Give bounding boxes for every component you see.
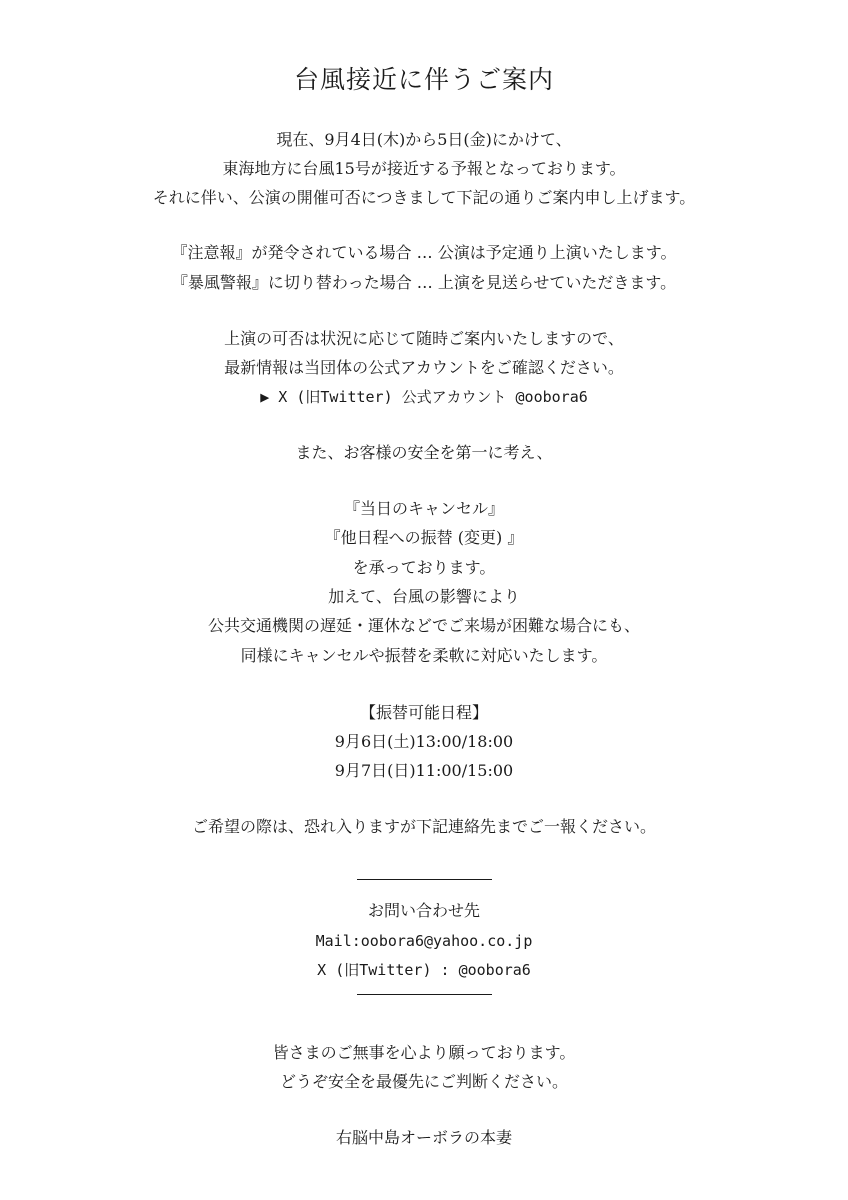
- condition-advisory: 『注意報』が発令されている場合 … 公演は予定通り上演いたします。: [171, 243, 677, 262]
- divider-bottom: [357, 994, 492, 995]
- accept-line-4: 加えて、台風の影響により: [328, 587, 520, 606]
- safety-lead: また、お客様の安全を第一に考え、: [295, 443, 553, 462]
- signature: 右脳中島オーボラの本妻: [335, 1128, 512, 1147]
- schedule-date-1: 9月6日(土)13:00/18:00: [334, 732, 514, 751]
- accept-line-6: 同様にキャンセルや振替を柔軟に対応いたします。: [240, 646, 608, 665]
- closing-line-2: どうぞ安全を最優先にご判断ください。: [279, 1072, 568, 1091]
- intro-line-3: それに伴い、公演の開催可否につきまして下記の通りご案内申し上げます。: [152, 188, 696, 207]
- update-line-2: 最新情報は当団体の公式アカウントをご確認ください。: [224, 358, 624, 377]
- intro-line-1: 現在、9月4日(木)から5日(金)にかけて、: [276, 130, 572, 149]
- divider-top: [357, 879, 492, 880]
- schedule-date-2: 9月7日(日)11:00/15:00: [334, 761, 514, 780]
- contact-x: X (旧Twitter) : @oobora6: [317, 961, 531, 979]
- schedule-heading: 【振替可能日程】: [359, 703, 488, 722]
- accept-line-5: 公共交通機関の遅延・運休などでご来場が困難な場合にも、: [207, 616, 640, 635]
- official-account-line: ▶ X (旧Twitter) 公式アカウント @oobora6: [260, 388, 588, 406]
- condition-storm-warning: 『暴風警報』に切り替わった場合 … 上演を見送らせていただきます。: [171, 273, 677, 292]
- accept-transfer: 『他日程への振替 (変更) 』: [324, 528, 524, 547]
- accept-line-3: を承っております。: [352, 558, 496, 577]
- intro-line-2: 東海地方に台風15号が接近する予報となっております。: [222, 159, 626, 178]
- closing-line-1: 皆さまのご無事を心より願っております。: [272, 1043, 576, 1062]
- request-line: ご希望の際は、恐れ入りますが下記連絡先までご一報ください。: [191, 817, 656, 836]
- contact-heading: お問い合わせ先: [367, 901, 480, 920]
- contact-mail: Mail:oobora6@yahoo.co.jp: [315, 932, 533, 950]
- accept-cancel: 『当日のキャンセル』: [343, 499, 504, 518]
- update-line-1: 上演の可否は状況に応じて随時ご案内いたしますので、: [224, 329, 624, 348]
- notice-title: 台風接近に伴うご案内: [293, 65, 554, 94]
